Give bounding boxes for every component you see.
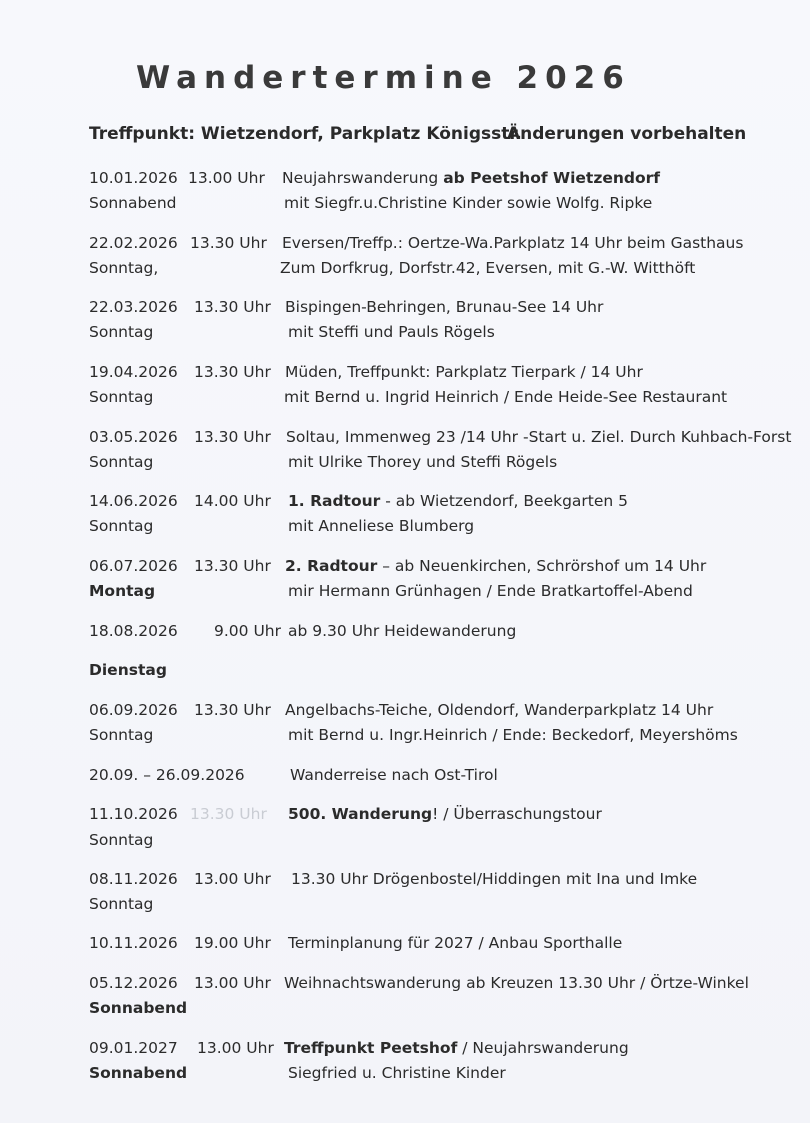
entry-day: Sonntag [89,388,154,406]
entry-day: Sonntag [89,453,154,471]
entry-detail: mit Steffi und Pauls Rögels [288,323,495,341]
entry-description: 13.30 Uhr Drögenbostel/Hiddingen mit Ina und Imke [291,870,698,888]
entry-description: Bispingen-Behringen, Brunau-See 14 Uhr [285,298,604,316]
entry-description: Neujahrswanderung ab Peetshof Wietzendorf [282,169,661,187]
entry-detail: mir Hermann Grünhagen / Ende Bratkartoffel-Abend [288,582,693,600]
entry-day: Sonntag [89,726,154,744]
entry-detail: mit Bernd u. Ingr.Heinrich / Ende: Beckedorf, Meyershöms [288,726,738,744]
entry-description: 1. Radtour - ab Wietzendorf, Beekgarten 5 [288,492,629,510]
entry-detail: mit Anneliese Blumberg [288,517,475,535]
entry-description: Weihnachtswanderung ab Kreuzen 13.30 Uhr / Örtze-Winkel [284,974,749,992]
entry-time: 13.00 Uhr [194,974,271,992]
meeting-point: Treffpunkt: Wietzendorf, Parkplatz Königsstr. [89,124,522,144]
entry-detail: mit Bernd u. Ingrid Heinrich / Ende Heide-See Restaurant [284,388,728,406]
entry-time: 13.00 Uhr [188,169,265,187]
entry-date: 06.07.2026 [89,557,178,575]
entry-description: 2. Radtour – ab Neuenkirchen, Schrörshof um 14 Uhr [285,557,707,575]
entry-day: Sonntag [89,831,154,849]
entry-date: 05.12.2026 [89,974,178,992]
entry-detail: mit Siegfr.u.Christine Kinder sowie Wolfg. Ripke [284,194,653,212]
entry-day: Sonntag, [89,259,159,277]
entry-date: 11.10.2026 [89,805,178,823]
page-title: Wandertermine 2026 [136,60,631,96]
entry-time: 13.30 Uhr [190,805,267,823]
entry-date: 10.01.2026 [89,169,178,187]
entry-day: Dienstag [89,661,167,679]
entry-date: 09.01.2027 [89,1039,178,1057]
entry-date: 19.04.2026 [89,363,178,381]
entry-date: 18.08.2026 [89,622,178,640]
entry-time: 13.30 Uhr [194,701,271,719]
entry-date: 14.06.2026 [89,492,178,510]
entry-detail: Siegfried u. Christine Kinder [288,1064,506,1082]
entry-day: Sonnabend [89,999,188,1017]
entry-description: Angelbachs-Teiche, Oldendorf, Wanderparkplatz 14 Uhr [285,701,714,719]
entry-day: Sonntag [89,895,154,913]
entry-time: 13.30 Uhr [194,363,271,381]
entry-time: 13.00 Uhr [194,870,271,888]
entry-detail: Zum Dorfkrug, Dorfstr.42, Eversen, mit G.-W. Witthöft [280,259,696,277]
entry-description: Soltau, Immenweg 23 /14 Uhr -Start u. Ziel. Durch Kuhbach-Forst [286,428,792,446]
entry-time: 14.00 Uhr [194,492,271,510]
entry-description: Treffpunkt Peetshof / Neujahrswanderung [284,1039,629,1057]
entry-date: 03.05.2026 [89,428,178,446]
entry-date: 22.02.2026 [89,234,178,252]
entry-day: Sonnabend [89,194,177,212]
entry-time: 9.00 Uhr [214,622,281,640]
entry-description: Müden, Treffpunkt: Parkplatz Tierpark / 14 Uhr [285,363,643,381]
entry-time: 13.30 Uhr [190,234,267,252]
entry-date: 08.11.2026 [89,870,178,888]
entry-description: 500. Wanderung! / Überraschungstour [288,805,602,823]
entry-day: Sonnabend [89,1064,188,1082]
entry-description: Eversen/Treffp.: Oertze-Wa.Parkplatz 14 Uhr beim Gasthaus [282,234,744,252]
entry-description: Wanderreise nach Ost-Tirol [290,766,498,784]
entry-date: 06.09.2026 [89,701,178,719]
entry-time: 13.30 Uhr [194,557,271,575]
entry-day: Montag [89,582,156,600]
entry-time: 13.30 Uhr [194,298,271,316]
entry-description: ab 9.30 Uhr Heidewanderung [288,622,517,640]
changes-note: Änderungen vorbehalten [507,124,747,144]
entry-date: 10.11.2026 [89,934,178,952]
entry-time: 13.30 Uhr [194,428,271,446]
entry-description: Terminplanung für 2027 / Anbau Sporthalle [288,934,623,952]
entry-time: 19.00 Uhr [194,934,271,952]
entry-day: Sonntag [89,517,154,535]
entry-day: Sonntag [89,323,154,341]
entry-detail: mit Ulrike Thorey und Steffi Rögels [288,453,558,471]
entry-date: 20.09. – 26.09.2026 [89,766,245,784]
subtitle [89,124,747,144]
entry-date: 22.03.2026 [89,298,178,316]
entry-time: 13.00 Uhr [197,1039,274,1057]
